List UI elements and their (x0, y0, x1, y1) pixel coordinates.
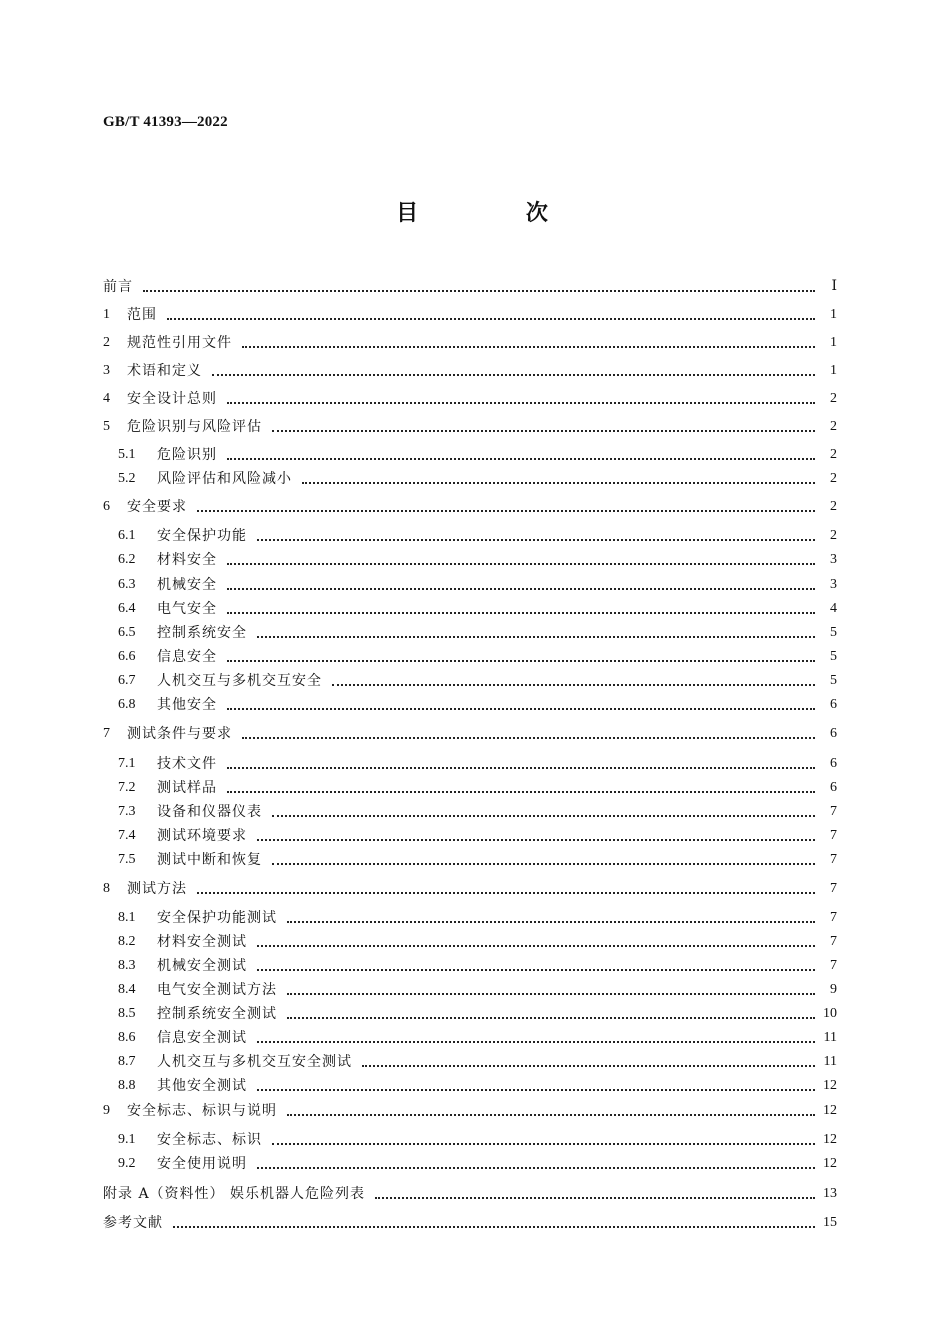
dot-leader (272, 1143, 815, 1145)
toc-entry-page-number: 12 (823, 1103, 837, 1118)
dot-leader (272, 430, 815, 432)
toc-entry-number: 5.1 (118, 447, 136, 462)
toc-entry-page-number: 2 (830, 528, 837, 543)
dot-leader (257, 945, 815, 947)
toc-entry-title: 其他安全 (157, 697, 217, 713)
dot-leader (332, 684, 815, 686)
toc-entry[interactable] (103, 1181, 837, 1203)
dot-leader (227, 458, 815, 460)
toc-entry-page-number: 15 (823, 1215, 837, 1230)
dot-leader (257, 969, 815, 971)
toc-entry-title: 测试方法 (127, 881, 187, 897)
toc-entry-number: 6.8 (118, 697, 136, 712)
toc-entry-number: 8.6 (118, 1030, 136, 1045)
toc-entry-number: 6.3 (118, 577, 136, 592)
toc-entry-title: 危险识别与风险评估 (127, 419, 262, 435)
dot-leader (227, 767, 815, 769)
dot-leader (227, 563, 815, 565)
toc-entry-number: 5.2 (118, 471, 136, 486)
toc-entry-title: 安全标志、标识与说明 (127, 1103, 277, 1119)
toc-entry-page-number: 6 (830, 726, 837, 741)
toc-entry-number: 6.5 (118, 625, 136, 640)
dot-leader (197, 510, 815, 512)
dot-leader (257, 1167, 815, 1169)
dot-leader (227, 588, 815, 590)
toc-entry-page-number: 11 (823, 1030, 837, 1045)
toc-entry-page-number: 12 (823, 1078, 837, 1093)
toc-entry-page-number: 7 (830, 934, 837, 949)
toc-entry-number: 6.4 (118, 601, 136, 616)
toc-entry-page-number: 3 (830, 552, 837, 567)
toc-entry[interactable] (118, 466, 837, 488)
toc-entry-page-number: 6 (830, 756, 837, 771)
toc-entry[interactable] (118, 1073, 837, 1095)
toc-entry[interactable] (118, 523, 837, 545)
page-title: 目 次 (396, 201, 598, 226)
toc-entry-page-number: 5 (830, 625, 837, 640)
toc-entry-title: 附录 A（资料性） 娱乐机器人危险列表 (103, 1186, 366, 1202)
toc-entry-number: 1 (103, 307, 110, 322)
toc-entry-title: 安全保护功能 (157, 528, 247, 544)
toc-entry-page-number: 2 (830, 447, 837, 462)
dot-leader (257, 539, 815, 541)
toc-entry-title: 范围 (127, 307, 157, 323)
toc-entry-page-number: 2 (830, 419, 837, 434)
toc-entry-number: 9 (103, 1103, 110, 1118)
dot-leader (227, 660, 815, 662)
dot-leader (302, 482, 815, 484)
toc-entry-title: 设备和仪器仪表 (157, 804, 262, 820)
toc-entry-number: 8.4 (118, 982, 136, 997)
toc-entry[interactable] (118, 547, 837, 569)
toc-entry-page-number: 4 (830, 601, 837, 616)
toc-entry-page-number: 10 (823, 1006, 837, 1021)
toc-entry-title: 人机交互与多机交互安全 (157, 673, 322, 689)
dot-leader (227, 708, 815, 710)
toc-entry-number: 6.7 (118, 673, 136, 688)
toc-entry-number: 6 (103, 499, 110, 514)
toc-entry[interactable] (103, 1210, 837, 1232)
dot-leader (257, 636, 815, 638)
dot-leader (242, 737, 815, 739)
toc-entry[interactable] (103, 1098, 837, 1120)
toc-entry-number: 7.1 (118, 756, 136, 771)
toc-entry-number: 6.1 (118, 528, 136, 543)
toc-entry[interactable] (118, 572, 837, 594)
dot-leader (287, 1114, 815, 1116)
toc-entry-number: 7.4 (118, 828, 136, 843)
toc-entry-title: 前言 (103, 279, 133, 295)
toc-entry-page-number: 1 (830, 363, 837, 378)
toc-entry[interactable] (118, 751, 837, 773)
toc-entry-title: 其他安全测试 (157, 1078, 247, 1094)
toc-entry-title: 材料安全测试 (157, 934, 247, 950)
toc-entry[interactable] (103, 876, 837, 898)
dot-leader (272, 863, 815, 865)
toc-entry-title: 安全标志、标识 (157, 1132, 262, 1148)
dot-leader (362, 1065, 815, 1067)
toc-entry-title: 人机交互与多机交互安全测试 (157, 1054, 352, 1070)
toc-entry-page-number: 7 (830, 881, 837, 896)
toc-entry-title: 安全要求 (127, 499, 187, 515)
toc-entry-page-number: 7 (830, 804, 837, 819)
toc-entry-number: 8.1 (118, 910, 136, 925)
toc-entry-title: 安全使用说明 (157, 1156, 247, 1172)
toc-entry-title: 危险识别 (157, 447, 217, 463)
toc-entry-title: 电气安全测试方法 (157, 982, 277, 998)
toc-entry[interactable] (118, 775, 837, 797)
toc-entry-page-number: 6 (830, 697, 837, 712)
toc-entry[interactable] (103, 274, 837, 296)
toc-entry-title: 机械安全测试 (157, 958, 247, 974)
toc-entry-number: 8.3 (118, 958, 136, 973)
toc-entry[interactable] (118, 905, 837, 927)
toc-entry-title: 材料安全 (157, 552, 217, 568)
toc-entry[interactable] (103, 721, 837, 743)
toc-entry-title: 测试环境要求 (157, 828, 247, 844)
toc-entry-page-number: 2 (830, 391, 837, 406)
toc-entry-number: 8.7 (118, 1054, 136, 1069)
toc-entry-title: 参考文献 (103, 1215, 163, 1231)
dot-leader (287, 993, 815, 995)
toc-entry-title: 术语和定义 (127, 363, 202, 379)
toc-entry[interactable] (118, 823, 837, 845)
toc-entry-number: 4 (103, 391, 110, 406)
toc-entry-number: 2 (103, 335, 110, 350)
toc-entry-number: 7.3 (118, 804, 136, 819)
dot-leader (197, 892, 815, 894)
toc-entry-page-number: 1 (830, 335, 837, 350)
dot-leader (242, 346, 815, 348)
toc-entry-page-number: 7 (830, 852, 837, 867)
toc-entry-title: 信息安全测试 (157, 1030, 247, 1046)
toc-entry-title: 风险评估和风险减小 (157, 471, 292, 487)
toc-entry-title: 安全保护功能测试 (157, 910, 277, 926)
dot-leader (375, 1197, 815, 1199)
toc-entry-number: 6.6 (118, 649, 136, 664)
dot-leader (287, 1017, 815, 1019)
toc-entry-title: 测试条件与要求 (127, 726, 232, 742)
toc-entry-number: 7 (103, 726, 110, 741)
toc-entry-page-number: 12 (823, 1156, 837, 1171)
toc-entry[interactable] (118, 644, 837, 666)
toc-entry-page-number: 1 (830, 307, 837, 322)
dot-leader (257, 1041, 815, 1043)
toc-entry-number: 6.2 (118, 552, 136, 567)
toc-entry[interactable] (118, 977, 837, 999)
toc-entry[interactable] (118, 1025, 837, 1047)
dot-leader (173, 1226, 815, 1228)
toc-entry[interactable] (118, 929, 837, 951)
toc-entry-number: 5 (103, 419, 110, 434)
toc-entry-page-number: 7 (830, 828, 837, 843)
toc-entry-page-number: 5 (830, 673, 837, 688)
toc-entry[interactable] (118, 1151, 837, 1173)
toc-entry-page-number: 2 (830, 499, 837, 514)
toc-entry[interactable] (103, 414, 837, 436)
toc-entry[interactable] (103, 494, 837, 516)
toc-entry[interactable] (118, 442, 837, 464)
dot-leader (257, 839, 815, 841)
toc-entry-number: 8.5 (118, 1006, 136, 1021)
toc-entry[interactable] (118, 1049, 837, 1071)
toc-entry[interactable] (118, 668, 837, 690)
toc-entry-number: 7.2 (118, 780, 136, 795)
toc-entry-title: 控制系统安全 (157, 625, 247, 641)
dot-leader (287, 921, 815, 923)
toc-entry-number: 3 (103, 363, 110, 378)
toc-entry-title: 信息安全 (157, 649, 217, 665)
toc-entry-title: 测试中断和恢复 (157, 852, 262, 868)
toc-entry-title: 技术文件 (157, 756, 217, 772)
toc-entry[interactable] (118, 620, 837, 642)
toc-entry[interactable] (118, 692, 837, 714)
dot-leader (272, 815, 815, 817)
dot-leader (212, 374, 815, 376)
toc-entry-page-number: 13 (823, 1186, 837, 1201)
toc-entry-page-number: 5 (830, 649, 837, 664)
dot-leader (227, 612, 815, 614)
toc-entry-page-number: 9 (830, 982, 837, 997)
toc-entry-number: 8 (103, 881, 110, 896)
toc-entry-number: 8.8 (118, 1078, 136, 1093)
toc-entry-title: 规范性引用文件 (127, 335, 232, 351)
toc-entry-title: 安全设计总则 (127, 391, 217, 407)
dot-leader (227, 402, 815, 404)
toc-entry-number: 8.2 (118, 934, 136, 949)
toc-entry[interactable] (118, 953, 837, 975)
dot-leader (227, 791, 815, 793)
toc-entry[interactable] (118, 1001, 837, 1023)
toc-entry-title: 机械安全 (157, 577, 217, 593)
dot-leader (143, 290, 815, 292)
toc-entry-number: 9.1 (118, 1132, 136, 1147)
toc-entry[interactable] (118, 596, 837, 618)
toc-entry[interactable] (118, 799, 837, 821)
toc-entry-number: 7.5 (118, 852, 136, 867)
toc-entry-page-number: 3 (830, 577, 837, 592)
toc-entry-page-number: 6 (830, 780, 837, 795)
toc-entry[interactable] (103, 386, 837, 408)
toc-entry[interactable] (103, 302, 837, 324)
dot-leader (257, 1089, 815, 1091)
toc-entry-page-number: 7 (830, 958, 837, 973)
toc-entry[interactable] (118, 1127, 837, 1149)
toc-entry-page-number: Ⅰ (831, 279, 837, 294)
toc-entry-title: 控制系统安全测试 (157, 1006, 277, 1022)
toc-entry-page-number: 2 (830, 471, 837, 486)
toc-entry-page-number: 7 (830, 910, 837, 925)
toc-entry-page-number: 12 (823, 1132, 837, 1147)
toc-entry[interactable] (103, 330, 837, 352)
toc-entry-title: 电气安全 (157, 601, 217, 617)
standard-code: GB/T 41393—2022 (103, 114, 228, 130)
toc-entry-page-number: 11 (823, 1054, 837, 1069)
toc-entry[interactable] (103, 358, 837, 380)
toc-entry[interactable] (118, 847, 837, 869)
dot-leader (167, 318, 815, 320)
toc-entry-number: 9.2 (118, 1156, 136, 1171)
toc-entry-title: 测试样品 (157, 780, 217, 796)
